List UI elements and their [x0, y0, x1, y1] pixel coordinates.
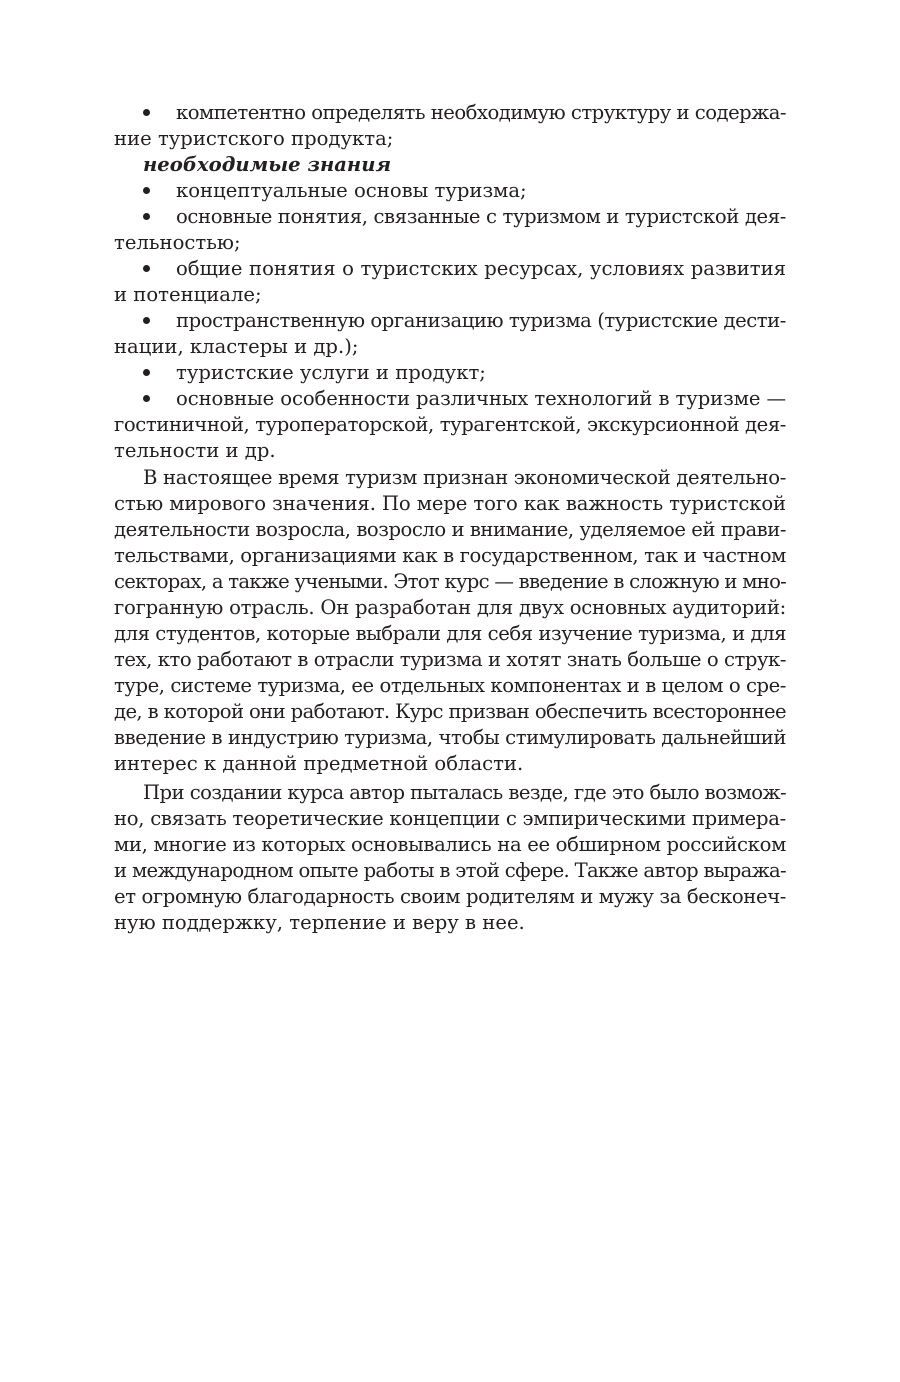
paragraph-line: В настоящее время туризм признан экономической деятельно- — [143, 466, 786, 489]
paragraph-line: де, в которой они работают. Курс призван обеспечить всестороннее — [114, 700, 786, 723]
paragraph-line: ми, многие из которых основывались на ее обширном российском — [114, 833, 786, 856]
list-item-line: концептуальные основы туризма; — [176, 179, 527, 202]
list-item-line: общие понятия о туристских ресурсах, условиях развития — [176, 257, 786, 280]
body-paragraph — [114, 780, 786, 936]
paragraph-line: ет огромную благодарность своим родителям и мужу за бесконеч- — [114, 885, 786, 908]
list-item — [114, 386, 786, 464]
paragraph-line: тех, кто работают в отрасли туризма и хотят знать больше о струк- — [114, 648, 786, 671]
list-item — [114, 308, 786, 360]
paragraph-line: тельствами, организациями как в государственном, так и частном — [114, 544, 786, 567]
paragraph-line: интерес к данной предметной области. — [114, 752, 524, 775]
list-item — [114, 178, 786, 204]
list-item-line: основные особенности различных технологий в туризме — — [176, 387, 786, 410]
list-item-line: пространственную организацию туризма (туристские дести- — [176, 309, 786, 332]
paragraph-line: стью мирового значения. По мере того как важность туристской — [114, 492, 787, 515]
list-item-line: нации, кластеры и др.); — [114, 335, 359, 358]
list-item — [114, 256, 786, 308]
list-item-line: основные понятия, связанные с туризмом и туристской дея- — [176, 205, 787, 228]
list-item — [114, 100, 786, 152]
paragraph-line: туре, системе туризма, ее отдельных компонентах и в целом о сре- — [114, 674, 786, 697]
paragraph-line: При создании курса автор пыталась везде, где это было возмож- — [143, 781, 787, 804]
paragraph-line: введение в индустрию туризма, чтобы стимулировать дальнейший — [114, 726, 787, 749]
paragraph-line: деятельности возросла, возросло и внимание, уделяемое ей прави- — [114, 518, 786, 541]
paragraph-line: секторах, а также учеными. Этот курс — введение в сложную и мно- — [114, 570, 787, 593]
list-item-line: тельностью; — [114, 231, 241, 254]
paragraph-line: и международном опыте работы в этой сфере. Также автор выража- — [114, 859, 787, 882]
list-item-line: гостиничной, туроператорской, турагентской, экскурсионной дея- — [114, 413, 787, 436]
list-item — [114, 204, 786, 256]
list-item — [114, 360, 786, 386]
list-item-line: туристские услуги и продукт; — [176, 361, 486, 384]
paragraph-line: для студентов, которые выбрали для себя изучение туризма, и для — [114, 622, 786, 645]
list-item-line: ние туристского продукта; — [114, 127, 394, 150]
list-item-line: и потенциале; — [114, 283, 262, 306]
document-page — [114, 100, 786, 936]
paragraph-line: но, связать теоретические концепции с эмпирическими примера- — [114, 807, 786, 830]
body-paragraph — [114, 465, 786, 777]
paragraph-line: ную поддержку, терпение и веру в нее. — [114, 911, 525, 934]
section-subheading: необходимые знания — [143, 153, 392, 176]
paragraph-line: гогранную отрасль. Он разработан для двух основных аудиторий: — [114, 596, 787, 619]
list-item-line: тельности и др. — [114, 439, 276, 462]
list-item-line: компетентно определять необходимую структуру и содержа- — [176, 101, 786, 124]
